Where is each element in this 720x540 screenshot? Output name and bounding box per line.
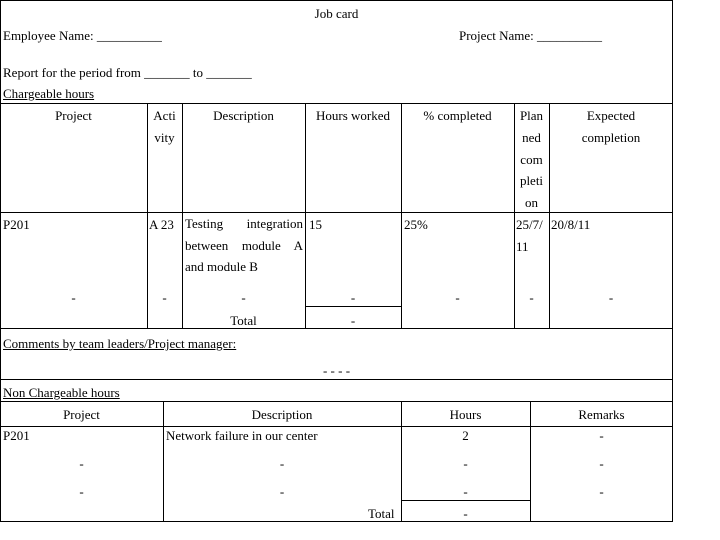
page-title: Job card [314,6,359,21]
total-label: Total [230,313,257,328]
table-divider [0,401,673,402]
cell-hours-worked: 15 [309,217,322,232]
project-name-field: Project Name: __________ [459,28,602,43]
column-header-planned-completion: com [520,152,543,167]
cell-description: Testing integration between module A and module B [185,216,303,274]
column-header-hours-worked: Hours worked [315,108,390,123]
chargeable-section-title: Chargeable hours [3,86,95,101]
table-divider [0,212,673,213]
comments-label: Comments by team leaders/Project manager: [3,336,237,351]
column-header-activity: vity [154,130,175,145]
cell-project: - [79,456,84,471]
comments-value: - - - - [322,363,351,378]
total-hours-value: - [350,313,356,328]
cell-description: - [279,484,285,499]
column-header-expected-completion: Expected [586,108,636,123]
column-header-description: Description [251,407,313,422]
cell-hours-worked: - [350,290,356,305]
cell-project: P201 [3,428,30,443]
cell-expected-completion: - [608,290,614,305]
cell-planned-completion: 25/7/ [516,217,543,232]
cell-project: - [79,484,84,499]
column-header-planned-completion: pleti [519,173,544,188]
cell-remarks: - [599,456,604,471]
column-header-hours: Hours [449,407,482,422]
cell-project: P201 [3,217,30,232]
table-divider [0,328,673,329]
cell-description: Network failure in our center [166,428,318,443]
non-chargeable-section-title: Non Chargeable hours [3,385,120,400]
column-header-planned-completion: ned [522,130,541,145]
table-divider [0,103,673,104]
column-header-remarks: Remarks [578,407,625,422]
total-label: Total [368,506,395,521]
employee-name-field: Employee Name: __________ [3,28,162,43]
cell-description: - [241,290,246,305]
column-header-activity: Acti [153,108,176,123]
table-divider [0,426,673,427]
column-header-percent-completed: % completed [423,108,492,123]
cell-description: - [279,456,285,471]
cell-activity: A 23 [149,217,174,232]
cell-project: - [71,290,76,305]
total-hours-value: - [463,506,468,521]
cell-hours: - [463,484,468,499]
cell-activity: - [162,290,167,305]
column-header-planned-completion: on [525,195,538,210]
table-divider [305,306,401,307]
column-header-planned-completion: Plan [519,108,544,123]
cell-remarks: - [599,428,604,443]
table-divider [0,379,673,380]
cell-remarks: - [599,484,604,499]
cell-expected-completion: 20/8/11 [551,217,591,232]
cell-percent-completed: - [455,290,460,305]
cell-hours: 2 [462,428,469,443]
cell-planned-completion: - [529,290,534,305]
column-header-project: Project [55,108,92,123]
table-divider [401,500,530,501]
cell-percent-completed: 25% [404,217,428,232]
cell-planned-completion: 11 [516,239,529,254]
column-header-expected-completion: completion [581,130,641,145]
cell-hours: - [463,456,468,471]
report-period-field: Report for the period from _______ to _______ [3,65,252,80]
column-header-description: Description [213,108,274,123]
column-header-project: Project [63,407,100,422]
